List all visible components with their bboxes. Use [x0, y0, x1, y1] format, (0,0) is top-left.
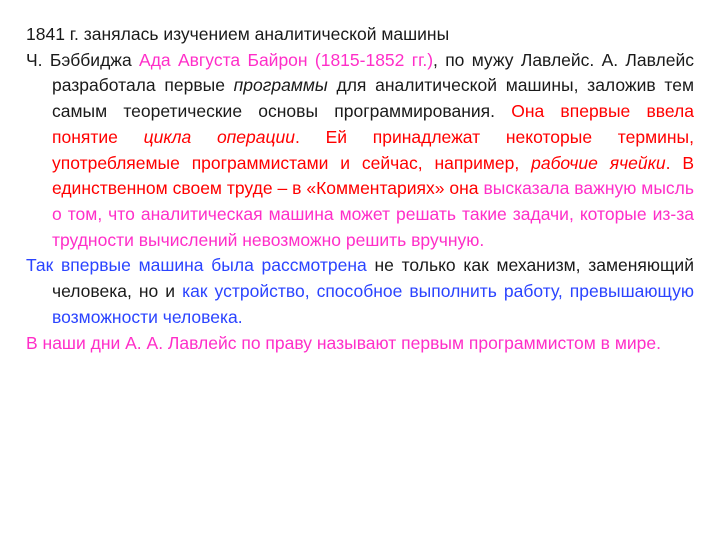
text-run-5: . А. Лавлейс разработала первые [52, 49, 695, 96]
text-run-9: цикла операции [143, 126, 295, 147]
paragraph-2 [26, 253, 694, 330]
text-run-3: Ада Августа Байрон (1815-1852 гг.) [139, 49, 434, 70]
text-run-17: В наши дни А. А. Лавлейс по праву называют первым программистом в мире. [26, 332, 661, 353]
paragraph-3 [26, 331, 694, 357]
text-run-11: рабочие ячейки [531, 152, 666, 173]
text-run-12: . В единственном своем труде – в «Комментариях» она [52, 152, 694, 199]
text-run-1: 1841 г. занялась изучением аналитической машины [26, 24, 450, 44]
text-run-2: Ч. Бэббиджа [26, 49, 140, 70]
text-run-7: для аналитической машины, заложив тем самым теоретические основы программирования. [52, 75, 694, 122]
text-run-15: не только как механизм, заменяющий человека, но и [52, 255, 694, 302]
text-run-6: программы [233, 75, 328, 96]
text-run-10: . Ей принадлежат некоторые термины, употребляемые программистами и сейчас, например, [52, 126, 694, 173]
text-run-16: как устройство, способное выполнить работу, превышающую возможности человека. [52, 281, 694, 327]
text-run-8: Она впервые ввела понятие [52, 101, 694, 147]
paragraph-1-continued [26, 48, 694, 254]
text-run-14: Так впервые машина была рассмотрена [26, 255, 367, 276]
text-run-13: высказала важную мысль о том, что аналитическая машина может решать такие задачи, которые из-за трудности вычислений невозможно решить вручную. [52, 178, 694, 250]
paragraph-1 [26, 22, 694, 48]
text-run-4: , по мужу Лавлейс [433, 49, 590, 70]
